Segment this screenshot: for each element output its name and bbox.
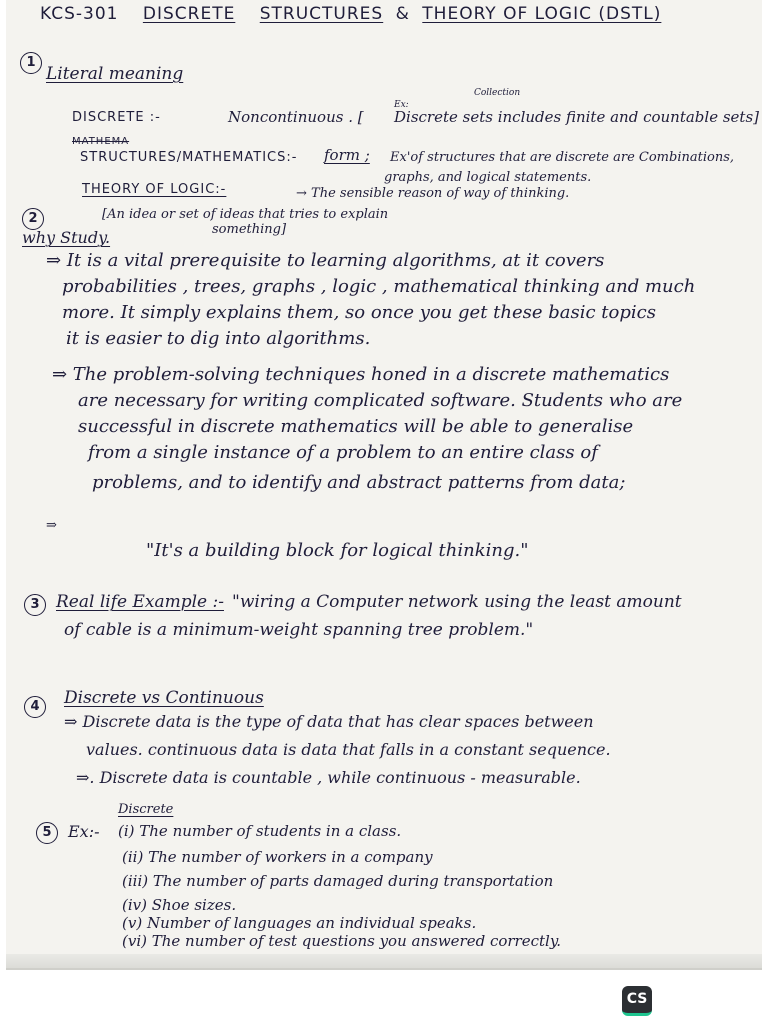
section-1-heading: Literal meaning [46, 64, 184, 84]
why-p2-line-2: are necessary for writing complicated software. Students who are [78, 390, 683, 411]
why-p2-line-5: problems, and to identify and abstract patterns from data; [92, 472, 626, 493]
why-p2-line-1: ⇒ The problem-solving techniques honed in a discrete mathematics [52, 364, 670, 385]
discrete-note: Discrete sets includes finite and countable sets] [394, 108, 760, 126]
section-1-number: 1 [20, 52, 42, 74]
theory-definition: → The sensible reason of way of thinking. [296, 186, 570, 201]
structures-note-1: Ex'of structures that are discrete are Combinations, [390, 150, 734, 165]
bracket-note-2: something] [212, 222, 287, 237]
example-line-1: "wiring a Computer network using the least amount [232, 592, 682, 612]
examples-label: Ex:- [68, 822, 100, 841]
compare-line-3: ⇒. Discrete data is countable , while continuous - measurable. [76, 768, 581, 787]
example-item-3: (iii) The number of parts damaged during transportation [122, 872, 554, 890]
notebook-page [6, 0, 762, 970]
arrow-mark: ⇒ [46, 518, 57, 533]
discrete-collection-note: Collection [474, 88, 521, 98]
header-ampersand: & [395, 4, 410, 24]
structures-term: STRUCTURES/MATHEMATICS:- [80, 150, 298, 165]
section-2-number: 2 [22, 208, 44, 230]
discrete-term: DISCRETE :- [72, 110, 161, 125]
example-line-2: of cable is a minimum-weight spanning tree problem." [64, 620, 534, 640]
why-p1-line-2: probabilities , trees, graphs , logic , mathematical thinking and much [62, 276, 696, 297]
example-item-1: (i) The number of students in a class. [118, 822, 402, 840]
camscanner-badge: CS [622, 986, 652, 1016]
section-4-number: 4 [24, 696, 46, 718]
quote-line: "It's a building block for logical thinking." [146, 540, 529, 561]
section-5-number: 5 [36, 822, 58, 844]
page-header [40, 4, 679, 24]
header-rest: THEORY OF LOGIC (DSTL) [422, 4, 662, 24]
why-p1-line-3: more. It simply explains them, so once you get these basic topics [62, 302, 656, 323]
discrete-definition: Noncontinuous . [ [228, 108, 364, 126]
bracket-note-1: [An idea or set of ideas that tries to explain [102, 207, 389, 222]
example-item-2: (ii) The number of workers in a company [122, 848, 433, 866]
math-overline: MATHEMA [72, 136, 130, 147]
course-code: KCS-301 [40, 4, 119, 24]
example-item-5: (v) Number of languages an individual speaks. [122, 914, 477, 932]
section-2-heading: why Study. [22, 228, 111, 247]
why-p2-line-3: successful in discrete mathematics will be able to generalise [78, 416, 634, 437]
compare-line-1: ⇒ Discrete data is the type of data that has clear spaces between [64, 712, 594, 731]
structures-definition: form ; [324, 146, 370, 164]
discrete-ex-sup: Ex: [394, 100, 409, 110]
examples-discrete-sub: Discrete [118, 802, 174, 817]
section-3-heading: Real life Example :- [56, 592, 224, 612]
example-item-4: (iv) Shoe sizes. [122, 896, 237, 914]
why-p2-line-4: from a single instance of a problem to an entire class of [88, 442, 598, 463]
theory-term: THEORY OF LOGIC:- [82, 182, 227, 197]
why-p1-line-4: it is easier to dig into algorithms. [66, 328, 371, 349]
structures-note-2: graphs, and logical statements. [384, 170, 592, 185]
section-3-number: 3 [24, 594, 46, 616]
why-p1-line-1: ⇒ It is a vital prerequisite to learning algorithms, at it covers [46, 250, 605, 271]
header-word-structures: STRUCTURES [259, 4, 384, 24]
header-word-discrete: DISCRETE [142, 4, 236, 24]
example-item-6: (vi) The number of test questions you answered correctly. [122, 932, 562, 950]
section-4-heading: Discrete vs Continuous [64, 688, 264, 708]
compare-line-2: values. continuous data is data that falls in a constant sequence. [86, 740, 611, 759]
